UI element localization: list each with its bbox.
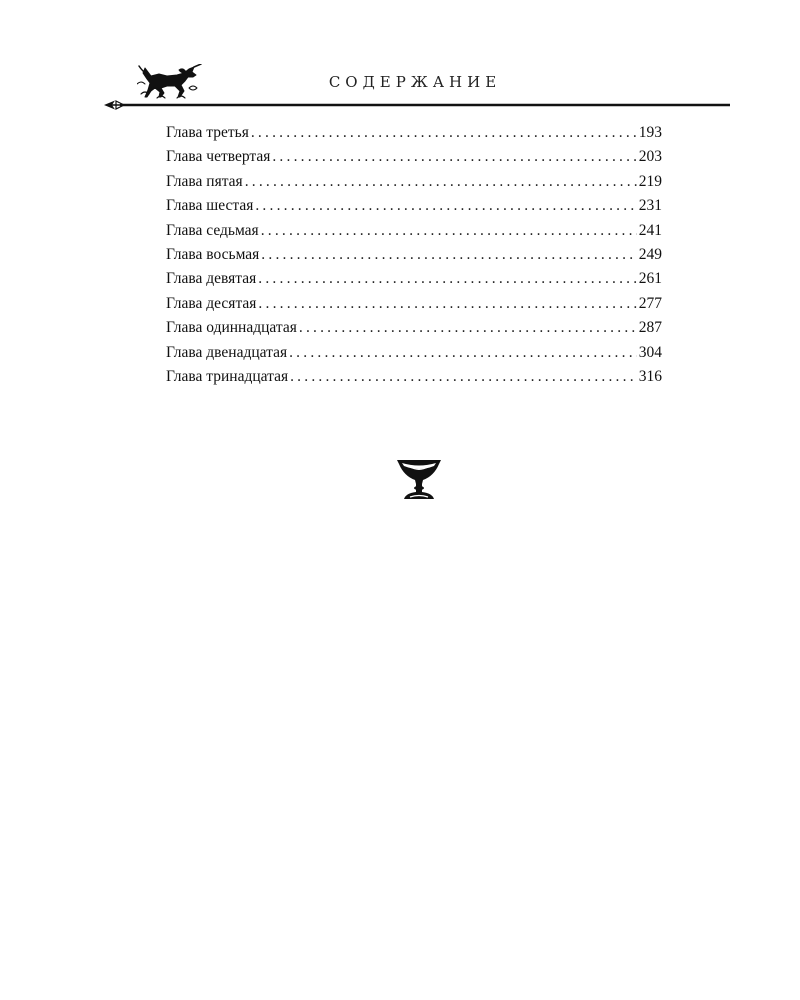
toc-entry [166,124,662,148]
toc-entry [166,270,662,294]
toc-entry [166,368,662,392]
toc-entry-label: Глава пятая [166,172,243,190]
toc-entry-label: Глава седьмая [166,221,259,239]
toc-entry-label: Глава одиннадцатая [166,319,297,337]
toc-entry-page: 304 [638,343,662,361]
toc-entry-page: 277 [638,294,662,312]
page-title: СОДЕРЖАНИЕ [328,73,502,91]
toc-entry [166,222,662,246]
toc-entry-page: 261 [638,270,662,288]
dot-leader [290,368,637,386]
toc-entry-page: 203 [638,148,662,166]
toc-entry-label: Глава двенадцатая [166,343,288,361]
toc-entry [166,246,662,270]
toc-entry [166,148,662,172]
toc-entry-page: 241 [638,221,662,239]
dot-leader [258,295,636,313]
toc-entry-page: 287 [638,319,662,337]
toc-entry [166,197,662,221]
toc-entry [166,344,662,368]
toc-entry [166,295,662,319]
toc-entry [166,319,662,343]
toc-entry-page: 316 [638,367,662,385]
dot-leader [299,319,637,337]
toc-entry-page: 231 [638,197,662,215]
toc-entry-label: Глава восьмая [166,245,260,263]
dot-leader [272,148,636,166]
toc-entry-label: Глава шестая [166,197,254,215]
dot-leader [289,344,637,362]
toc-entry [166,173,662,197]
toc-entry-label: Глава девятая [166,270,257,288]
dot-leader [251,124,637,142]
page-header [0,0,800,120]
table-of-contents [166,124,662,392]
dot-leader [255,197,636,215]
dot-leader [245,173,637,191]
dot-leader [261,222,637,240]
toc-entry-page: 219 [638,172,662,190]
toc-entry-page: 193 [638,124,662,141]
toc-entry-label: Глава третья [166,124,249,141]
toc-entry-label: Глава четвертая [166,148,271,166]
dot-leader [261,246,636,264]
toc-entry-label: Глава десятая [166,294,257,312]
toc-entry-label: Глава тринадцатая [166,367,289,385]
goblet-icon [396,458,442,500]
toc-entry-page: 249 [638,245,662,263]
arrow-rule [104,98,730,112]
dot-leader [258,270,636,288]
